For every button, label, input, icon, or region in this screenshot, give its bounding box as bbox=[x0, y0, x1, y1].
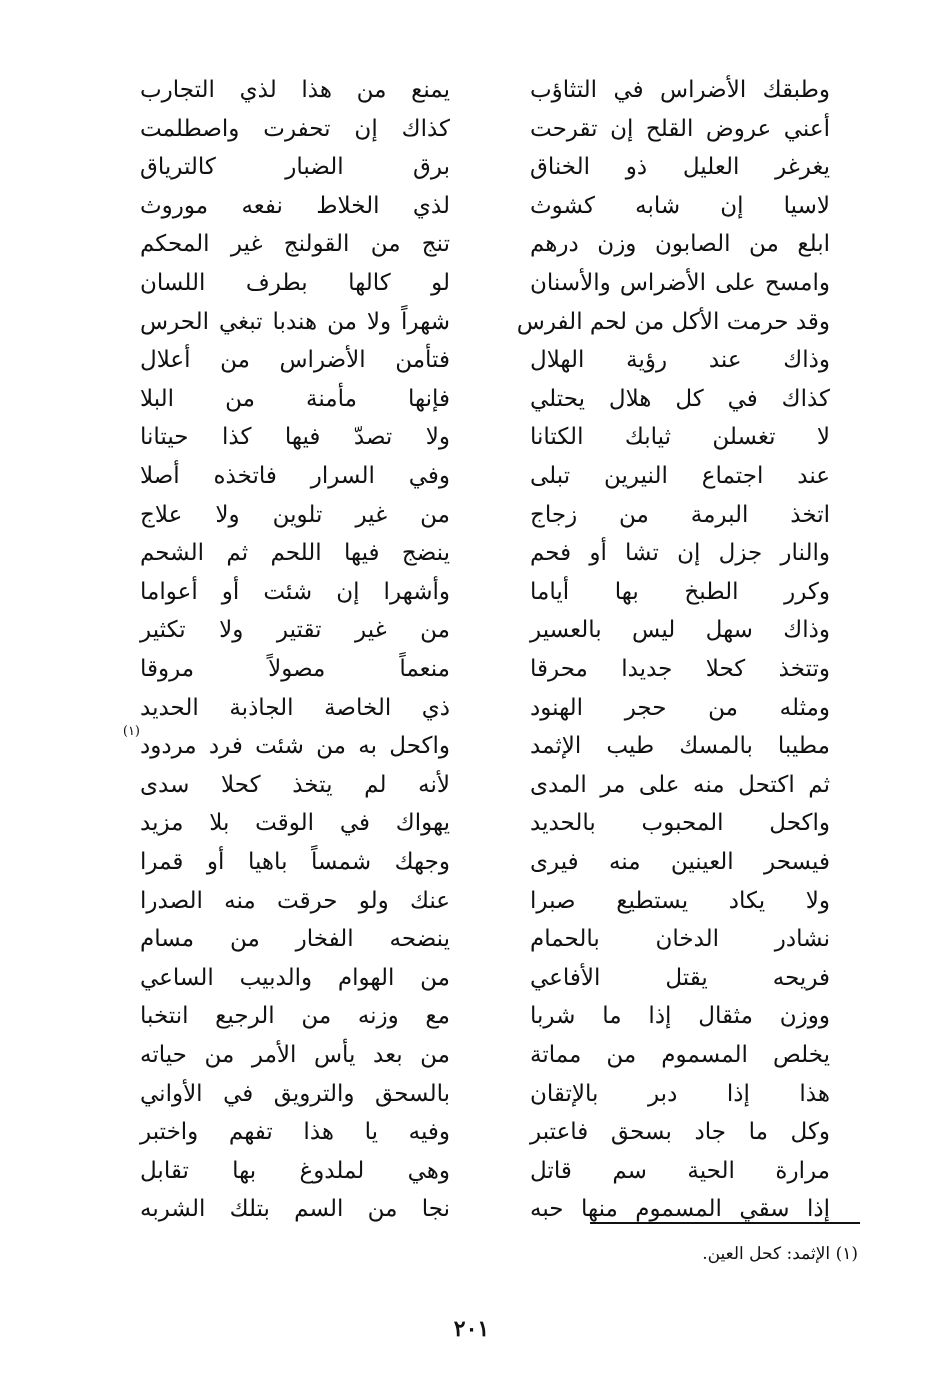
hemistich-second: ينضحه الفخار من مسام bbox=[140, 926, 450, 953]
verse bbox=[110, 881, 830, 921]
hemistich-first: ثم اكتحل منه على مر المدى bbox=[530, 771, 830, 798]
hemistich-first: وامسح على الأضراس والأسنان bbox=[530, 270, 830, 296]
hemistich-first: وكل ما جاد بسحق فاعتبر bbox=[530, 1119, 830, 1146]
verse bbox=[110, 1112, 830, 1152]
hemistich-second: لو كالها بطرف اللسان bbox=[140, 270, 450, 296]
hemistich-second: منعماً مصولاً مروقا bbox=[140, 656, 450, 682]
hemistich-first: ووزن مثقال إذا ما شربا bbox=[530, 1003, 830, 1030]
verse bbox=[110, 649, 830, 689]
hemistich-first: يخلص المسموم من مماتة bbox=[530, 1042, 830, 1068]
hemistich-first: لا تغسلن ثيابك الكتانا bbox=[530, 424, 830, 451]
footnote-text: الإثمد: كحل العين. bbox=[702, 1244, 831, 1264]
hemistich-second: ذي الخاصة الجاذبة الحديد bbox=[140, 694, 450, 721]
verse bbox=[110, 224, 830, 264]
hemistich-first: وطبقك الأضراس في التثاؤب bbox=[530, 77, 830, 103]
hemistich-second: وأشهرا إن شئت أو أعواما bbox=[140, 578, 450, 605]
hemistich-first: واكحل المحبوب بالحديد bbox=[530, 810, 830, 837]
hemistich-second: عنك ولو حرقت منه الصدرا bbox=[140, 887, 450, 914]
hemistich-second: يهواك في الوقت بلا مزيد bbox=[140, 810, 450, 837]
hemistich-first: مطيبا بالمسك طيب الإثمد bbox=[530, 733, 830, 760]
verse bbox=[110, 70, 830, 110]
verse bbox=[110, 996, 830, 1036]
hemistich-second: نجا من السم بتلك الشربه bbox=[140, 1196, 450, 1223]
hemistich-second: برق الضبار كالترياق bbox=[140, 154, 450, 181]
hemistich-first: فيسحر العينين منه فيرى bbox=[530, 849, 830, 875]
footnote bbox=[702, 1244, 858, 1264]
hemistich-first: نشادر الدخان بالحمام bbox=[530, 926, 830, 953]
verse bbox=[110, 263, 830, 303]
hemistich-second: من الهوام والدبيب الساعي bbox=[140, 964, 450, 991]
hemistich-second: وفيه يا هذا تفهم واختبر bbox=[140, 1119, 450, 1146]
hemistich-second: واكحل به من شئت فرد مردود bbox=[140, 733, 450, 760]
verse bbox=[110, 803, 830, 843]
hemistich-second: فإنها مأمنة من البلا bbox=[140, 385, 450, 412]
verse bbox=[110, 147, 830, 187]
hemistich-first: هذا إذا دبر بالإتقان bbox=[530, 1080, 830, 1107]
footnote-marker: (١) bbox=[835, 1244, 858, 1264]
hemistich-first: كذاك في كل هلال يحتلي bbox=[530, 385, 830, 412]
verse bbox=[110, 610, 830, 650]
hemistich-second: وهي لملدوغ بها تقابل bbox=[140, 1157, 450, 1184]
verse bbox=[110, 456, 830, 496]
verse bbox=[110, 765, 830, 805]
hemistich-first: ابلع من الصابون وزن درهم bbox=[530, 231, 830, 258]
hemistich-second: لأنه لم يتخذ كحلا سدى bbox=[140, 771, 450, 798]
hemistich-first: وذاك سهل ليس بالعسير bbox=[530, 617, 830, 644]
hemistich-first: إذا سقي المسموم منها حبه bbox=[530, 1196, 830, 1223]
hemistich-first: وتتخذ كحلا جديدا محرقا bbox=[530, 656, 830, 682]
verse bbox=[110, 417, 830, 457]
hemistich-second: من بعد يأس الأمر من حياته bbox=[140, 1042, 450, 1068]
verse bbox=[110, 842, 830, 882]
hemistich-second: وجهك شمساً باهيا أو قمرا bbox=[140, 849, 450, 875]
verse bbox=[110, 688, 830, 728]
verse bbox=[110, 572, 830, 612]
verse bbox=[110, 958, 830, 998]
verse bbox=[110, 1151, 830, 1191]
hemistich-first: وكرر الطبخ بها أياما bbox=[530, 578, 830, 605]
hemistich-second: كذاك إن تحفرت واصطلمت bbox=[140, 115, 450, 142]
verse bbox=[110, 186, 830, 226]
hemistich-first: والنار جزل إن تشا أو فحم bbox=[530, 540, 830, 567]
hemistich-second: من غير تقتير ولا تكثير bbox=[140, 617, 450, 644]
verse bbox=[110, 533, 830, 573]
hemistich-first: يغرغر العليل ذو الخناق bbox=[530, 154, 830, 181]
hemistich-second: يمنع من هذا لذي التجارب bbox=[140, 77, 450, 103]
verse bbox=[110, 379, 830, 419]
verse bbox=[110, 919, 830, 959]
verse bbox=[110, 495, 830, 535]
poem-body bbox=[110, 70, 830, 1223]
hemistich-first: عند اجتماع النيرين تبلى bbox=[530, 463, 830, 489]
hemistich-second: بالسحق والترويق في الأواني bbox=[140, 1080, 450, 1107]
footnote-separator bbox=[590, 1222, 860, 1224]
verse bbox=[110, 302, 830, 342]
footnote-reference: (١) bbox=[122, 724, 140, 740]
hemistich-first: مرارة الحية سم قاتل bbox=[530, 1157, 830, 1184]
hemistich-second: وفي السرار فاتخذه أصلا bbox=[140, 463, 450, 489]
hemistich-first: ولا يكاد يستطيع صبرا bbox=[530, 887, 830, 914]
verse bbox=[110, 340, 830, 380]
verse bbox=[110, 1074, 830, 1114]
verse bbox=[110, 109, 830, 149]
hemistich-second: من غير تلوين ولا علاج bbox=[140, 501, 450, 528]
hemistich-second: ولا تصدّ فيها كذا حيتانا bbox=[140, 424, 450, 451]
page-number: ٢٠١ bbox=[453, 1316, 490, 1342]
verse bbox=[110, 1035, 830, 1075]
hemistich-second: ينضج فيها اللحم ثم الشحم bbox=[140, 540, 450, 567]
hemistich-first: ومثله من حجر الهنود bbox=[530, 694, 830, 721]
hemistich-first: فريحه يقتل الأفاعي bbox=[530, 964, 830, 991]
verse bbox=[110, 726, 830, 766]
hemistich-first: لاسيا إن شابه كشوث bbox=[530, 192, 830, 219]
hemistich-second: لذي الخلاط نفعه موروث bbox=[140, 192, 450, 219]
hemistich-first: أعني عروض القلح إن تقرحت bbox=[530, 115, 830, 142]
hemistich-second: شهراً ولا من هندبا تبغي الحرس bbox=[140, 308, 450, 335]
hemistich-second: فتأمن الأضراس من أعلال bbox=[140, 347, 450, 374]
hemistich-second: تنج من القولنج غير المحكم bbox=[140, 231, 450, 258]
hemistich-first: وذاك عند رؤية الهلال bbox=[530, 347, 830, 374]
hemistich-first: وقد حرمت الأكل من لحم الفرس bbox=[516, 308, 830, 335]
hemistich-second: مع وزنه من الرجيع انتخبا bbox=[140, 1003, 450, 1030]
hemistich-first: اتخذ البرمة من زجاج bbox=[530, 501, 830, 528]
